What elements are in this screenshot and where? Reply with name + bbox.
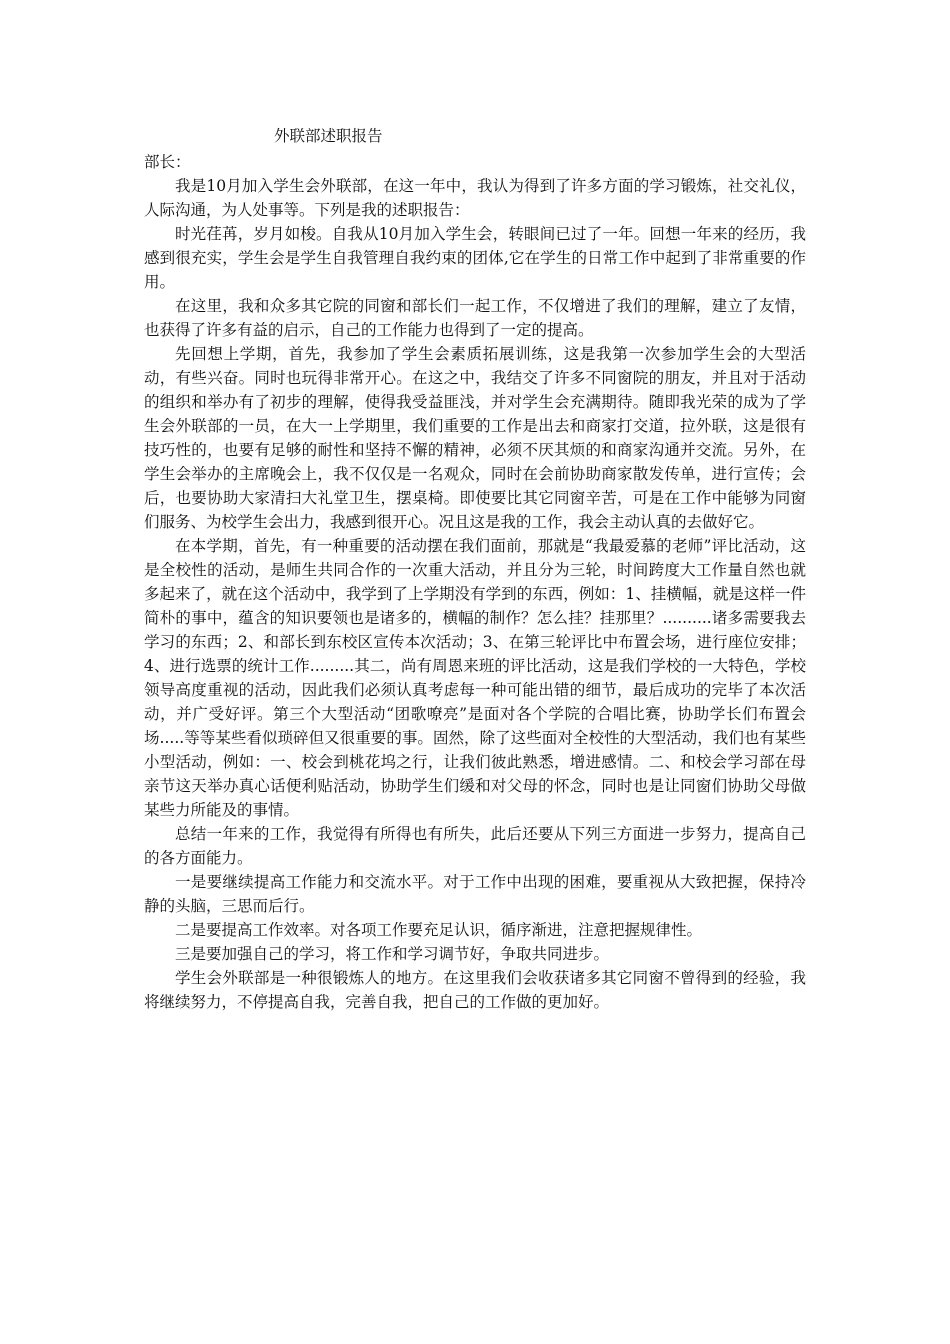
document-title: 外联部述职报告 (274, 127, 383, 145)
paragraph-2: 时光荏苒，岁月如梭。自我从10月加入学生会，转眼间已过了一年。回想一年来的经历，我感到很充实，学生会是学生自我管理自我约束的团体,它在学生的日常工作中起到了非常重要的作用。 (144, 225, 806, 291)
paragraph-8: 二是要提高工作效率。对各项工作要充足认识，循序渐进，注意把握规律性。 (175, 921, 703, 939)
paragraph-10: 学生会外联部是一种很锻炼人的地方。在这里我们会收获诸多其它同窗不曾得到的经验，我将继续努力，不停提高自我，完善自我，把自己的工作做的更加好。 (144, 969, 806, 1011)
document-page (144, 124, 806, 1014)
paragraph-6: 总结一年来的工作，我觉得有所得也有所失，此后还要从下列三方面进一步努力，提高自己的各方面能力。 (144, 825, 806, 867)
paragraph-4: 先回想上学期，首先，我参加了学生会素质拓展训练，这是我第一次参加学生会的大型活动，有些兴奋。同时也玩得非常开心。在这之中，我结交了许多不同窗院的朋友，并且对于活动的组织和举办有了初步的理解，使得我受益匪浅，并对学生会充满期待。随即我光荣的成为了学生会外联部的一员，在大一上学期里，我们重要的工作是出去和商家打交道，拉外联，这是很有技巧性的，也要有足够的耐性和坚持不懈的精神，必须不厌其烦的和商家沟通并交流。另外，在学生会举办的主席晚会上，我不仅仅是一名观众，同时在会前协助商家散发传单，进行宣传；会后，也要协助大家清扫大礼堂卫生，摆桌椅。即使要比其它同窗辛苦，可是在工作中能够为同窗们服务、为校学生会出力，我感到很开心。况且这是我的工作，我会主动认真的去做好它。 (144, 345, 806, 531)
paragraph-9: 三是要加强自己的学习，将工作和学习调节好，争取共同进步。 (175, 945, 610, 963)
paragraph-3: 在这里，我和众多其它院的同窗和部长们一起工作，不仅增进了我们的理解，建立了友情，也获得了许多有益的启示，自己的工作能力也得到了一定的提高。 (144, 297, 806, 339)
paragraph-7: 一是要继续提高工作能力和交流水平。对于工作中出现的困难，要重视从大致把握，保持冷静的头脑，三思而后行。 (144, 873, 806, 915)
paragraph-1: 我是10月加入学生会外联部，在这一年中，我认为得到了许多方面的学习锻炼，社交礼仪，人际沟通，为人处事等。下列是我的述职报告： (144, 177, 806, 219)
salutation: 部长： (144, 153, 191, 171)
paragraph-5: 在本学期，首先，有一种重要的活动摆在我们面前，那就是“我最爱慕的老师”评比活动，这是全校性的活动，是师生共同合作的一次重大活动，并且分为三轮，时间跨度大工作量自然也就多起来了，就在这个活动中，我学到了上学期没有学到的东西，例如：1、挂横幅，就是这样一件简朴的事中，蕴含的知识要领也是诸多的，横幅的制作？怎么挂？挂那里？..........诸多需要我去学习的东西；2、和部长到东校区宣传本次活动；3、在第三轮评比中布置会场，进行座位安排；4、进行选票的统计工作.........其二，尚有周恩来班的评比活动，这是我们学校的一大特色，学校领导高度重视的活动，因此我们必须认真考虑每一种可能出错的细节，最后成功的完毕了本次活动，并广受好评。第三个大型活动“团歌嘹亮”是面对各个学院的合唱比赛，协助学长们布置会场.....等等某些看似琐碎但又很重要的事。固然，除了这些面对全校性的大型活动，我们也有某些小型活动，例如：一、校会到桃花坞之行，让我们彼此熟悉，增进感情。二、和校会学习部在母亲节这天举办真心话便利贴活动，协助学生们缓和对父母的怀念，同时也是让同窗们协助父母做某些力所能及的事情。 (144, 537, 806, 819)
